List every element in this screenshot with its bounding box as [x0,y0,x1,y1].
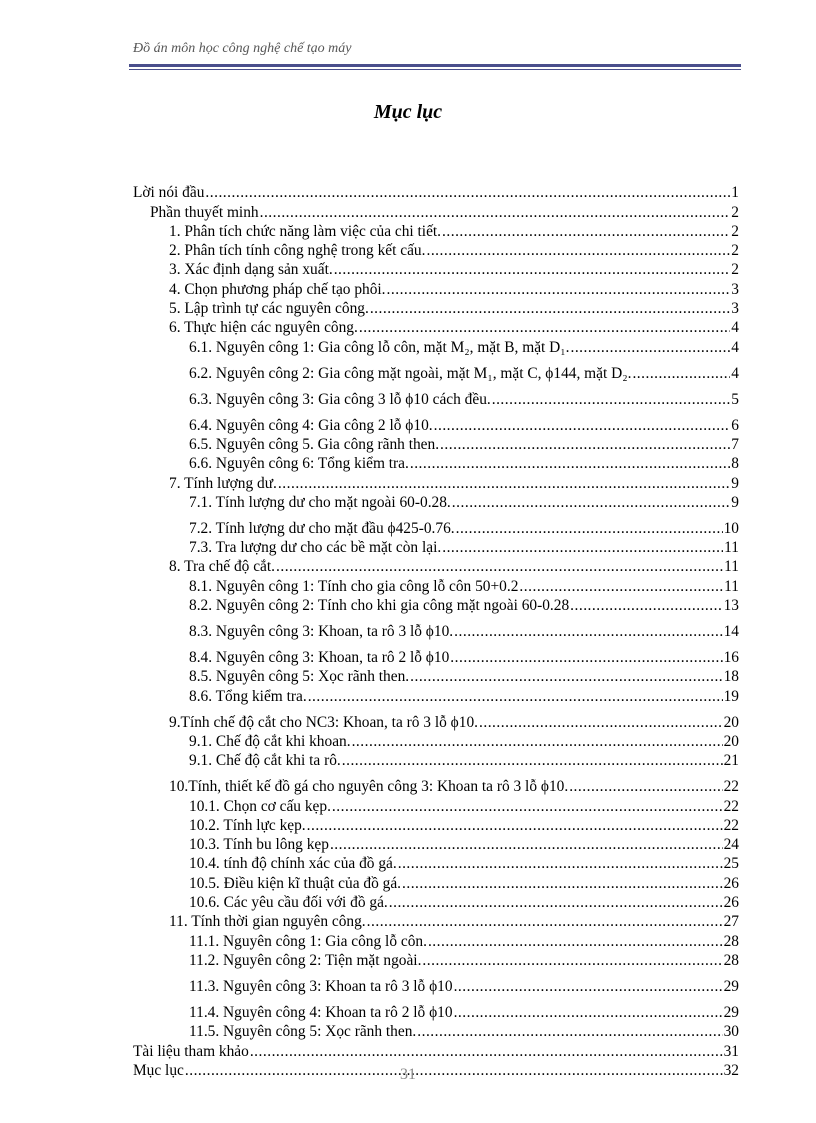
toc-entry[interactable] [133,537,739,556]
toc-entry-text: 10.1. Chọn cơ cấu kẹp. [189,797,331,815]
toc-entry-page: 9 [731,493,739,511]
toc-entry-text: 6.6. Nguyên công 6: Tổng kiểm tra. [189,455,409,473]
toc-entry[interactable] [133,221,739,240]
toc-entry[interactable] [133,930,739,949]
toc-entry[interactable] [133,640,739,666]
toc-entry-page: 13 [723,597,739,615]
toc-entry-text: 11.2. Nguyên công 2: Tiện mặt ngoài. [189,951,422,969]
toc-entry-page: 6 [731,416,739,434]
toc-entry-text: 8.1. Nguyên công 1: Tính cho gia công lỗ côn 50+0.2 [189,577,519,595]
toc-entry[interactable] [133,259,739,278]
toc-entry[interactable] [133,408,739,434]
toc-entry[interactable] [133,995,739,1021]
toc-leader [410,455,730,472]
toc-entry-text: 9.1. Chế độ cắt khi ta rô. [189,752,341,770]
toc-entry[interactable] [133,750,739,769]
toc-entry-text: 8.3. Nguyên công 3: Khoan, ta rô 3 lỗ ϕ10. [189,623,454,641]
toc-entry-page: 24 [723,836,739,854]
toc-leader [398,855,723,872]
toc-entry[interactable] [133,666,739,685]
toc-leader [330,836,723,853]
toc-entry-page: 11 [724,577,739,595]
toc-entry-text: 11. Tính thời gian nguyên công. [169,913,366,931]
toc-entry-page: 4 [731,364,739,382]
toc-entry-text: 8.4. Nguyên công 3: Khoan, ta rô 2 lỗ ϕ10 [189,649,450,667]
toc-leader [387,281,731,298]
toc-entry-text: 4. Chọn phương pháp chế tạo phôi. [169,280,386,298]
toc-entry-text: 2. Phân tích tính công nghệ trong kết cấu. [169,242,426,260]
toc-entry-page: 8 [731,455,739,473]
toc-entry-text: 10.5. Điều kiện kĩ thuật của đồ gá. [189,874,401,892]
toc-entry-text: 9.Tính chế độ cắt cho NC3: Khoan, ta rô 3 lỗ ϕ10. [169,713,479,731]
toc-entry-text: 10.3. Tính bu lông kẹp [189,836,329,854]
toc-leader [334,261,731,278]
toc-entry-text: 8.5. Nguyên công 5: Xọc rãnh then. [189,668,410,686]
toc-entry[interactable] [133,685,739,704]
toc-leader [434,417,731,434]
toc-leader [260,204,731,221]
toc-entry-page: 20 [723,732,739,750]
toc-entry-page: 30 [723,1023,739,1041]
toc-entry-page: 26 [723,874,739,892]
toc-entry[interactable] [133,240,739,259]
toc-entry-page: 3 [731,280,739,298]
toc-entry[interactable] [133,969,739,995]
page-title: Mục lục [373,101,443,123]
toc-entry[interactable] [133,950,739,969]
toc-leader [370,300,730,317]
toc-entry[interactable] [133,1021,739,1040]
toc-entry-text: 10.2. Tính lực kẹp. [189,816,306,834]
toc-leader [402,875,723,892]
toc-entry-page: 16 [723,649,739,667]
toc-entry-text: 11.1. Nguyên công 1: Gia công lỗ côn. [189,932,427,950]
toc-leader [342,752,723,769]
toc-entry-text: 1. Phân tích chức năng làm việc của chi tiết. [169,222,442,240]
toc-entry[interactable] [133,769,739,795]
toc-leader [632,365,730,382]
toc-leader [454,978,723,995]
toc-leader [308,688,723,705]
toc-leader [422,952,722,969]
toc-entry-page: 2 [731,203,739,221]
toc-entry-page: 7 [731,435,739,453]
toc-leader [479,714,723,731]
toc-entry[interactable] [133,201,739,220]
toc-entry-text: Mục lục [133,1061,184,1079]
toc-entry-page: 31 [723,1042,739,1060]
toc-entry-text: 7.2. Tính lượng dư cho mặt đầu ϕ425-0.76. [189,519,455,537]
toc-entry[interactable] [133,1040,739,1059]
toc-entry-page: 29 [723,1003,739,1021]
toc-entry[interactable] [133,434,739,453]
toc-leader [440,436,730,453]
toc-leader [442,539,723,556]
toc-leader [569,778,722,795]
toc-entry-text: 11.4. Nguyên công 4: Khoan ta rô 2 lỗ ϕ10 [189,1003,453,1021]
toc-leader [426,242,730,259]
toc-entry-text: Tài liệu tham khảo [133,1042,249,1060]
toc-leader [417,1023,722,1040]
toc-entry-text: 8. Tra chế độ cắt. [169,558,276,576]
toc-entry-page: 14 [723,623,739,641]
toc-entry-page: 25 [723,855,739,873]
toc-leader [389,894,723,911]
toc-entry-page: 28 [723,932,739,950]
toc-entry-text: 6. Thực hiện các nguyên công. [169,319,358,337]
toc-entry-page: 19 [723,687,739,705]
toc-entry[interactable] [133,453,739,472]
toc-entry[interactable] [133,356,739,382]
toc-entry[interactable] [133,511,739,537]
toc-leader [456,520,723,537]
toc-entry-text: 6.4. Nguyên công 4: Gia công 2 lỗ ϕ10. [189,416,433,434]
toc-leader [367,913,723,930]
toc-leader [278,475,730,492]
toc-entry-text: 5. Lập trình tự các nguyên công. [169,300,369,318]
toc-entry-text: 7.3. Tra lượng dư cho các bề mặt còn lại. [189,539,442,557]
toc-entry-text: 7. Tính lượng dư. [169,474,277,492]
toc-entry-page: 11 [724,558,739,576]
toc-entry-page: 18 [723,668,739,686]
toc-entry-page: 10 [723,519,739,537]
toc-leader [428,933,723,950]
toc-entry-text: 10.6. Các yêu cầu đối với đồ gá. [189,894,388,912]
toc-entry[interactable] [133,892,739,911]
toc-entry-page: 26 [723,894,739,912]
page-number: 31 [400,1066,416,1083]
toc-entry[interactable] [133,614,739,640]
toc-leader [570,597,722,614]
toc-entry[interactable] [133,575,739,594]
toc-entry-page: 21 [723,752,739,770]
toc-entry[interactable] [133,298,739,317]
toc-entry-page: 3 [731,300,739,318]
toc-leader [332,798,723,815]
toc-entry-page: 22 [723,797,739,815]
toc-entry[interactable] [133,595,739,614]
toc-entry[interactable] [133,795,739,814]
toc-entry[interactable] [133,911,739,930]
toc-entry-page: 28 [723,951,739,969]
toc-entry-text: 6.3. Nguyên công 3: Gia công 3 lỗ ϕ10 cách đều. [189,390,491,408]
toc-entry-text: 8.2. Nguyên công 2: Tính cho khi gia công mặt ngoài 60-0.28 [189,597,570,615]
toc-leader [276,558,723,575]
toc-entry[interactable] [133,556,739,575]
toc-entry[interactable] [133,853,739,872]
toc-entry-text: 3. Xác định dạng sản xuất. [169,261,333,279]
toc-entry-text: 10.Tính, thiết kế đồ gá cho nguyên công 3: Khoan ta rô 3 lỗ ϕ10. [169,778,569,796]
toc-entry-text: 11.3. Nguyên công 3: Khoan ta rô 3 lỗ ϕ10 [189,977,453,995]
toc-entry-page: 32 [723,1061,739,1079]
toc-entry-text: 7.1. Tính lượng dư cho mặt ngoài 60-0.28. [189,493,451,511]
toc-entry-text: 6.5. Nguyên công 5. Gia công rãnh then. [189,435,440,453]
toc-entry-text: 8.6. Tổng kiểm tra. [189,687,307,705]
toc-leader [307,817,723,834]
toc-entry[interactable] [133,472,739,491]
toc-leader [450,649,722,666]
toc-entry[interactable] [133,336,739,355]
toc-entry-page: 29 [723,977,739,995]
toc-leader [250,1043,723,1060]
toc-entry-page: 2 [731,222,739,240]
toc-entry[interactable] [133,705,739,731]
toc-leader [492,391,731,408]
toc-leader [442,223,730,240]
toc-entry[interactable] [133,815,739,834]
toc-leader [454,1004,723,1021]
toc-entry[interactable] [133,278,739,297]
toc-entry-page: 2 [731,261,739,279]
toc-leader [359,319,730,336]
toc-entry[interactable] [133,317,739,336]
toc-leader [452,494,731,511]
toc-entry[interactable] [133,731,739,750]
toc-entry[interactable] [133,492,739,511]
toc-entry-text: 6.2. Nguyên công 2: Gia công mặt ngoài, mặt M₁, mặt C, ϕ144, mặt D₂. [189,364,632,382]
toc-entry[interactable] [133,872,739,891]
toc-entry-page: 27 [723,913,739,931]
toc-leader [454,623,722,640]
toc-entry-page: 9 [731,474,739,492]
toc-entry-text: 10.4. tính độ chính xác của đồ gá. [189,855,397,873]
running-header-title: Đồ án môn học công nghệ chế tạo máy [133,41,352,56]
header-rule-thin [129,69,741,70]
toc-entry-page: 4 [731,319,739,337]
toc-entry[interactable] [133,182,739,201]
toc-entry-text: Phần thuyết minh [150,203,259,221]
toc-entry-page: 22 [723,816,739,834]
toc-entry-text: 6.1. Nguyên công 1: Gia công lỗ côn, mặt M₂, mặt B, mặt D₁. [189,338,570,356]
toc-entry[interactable] [133,834,739,853]
toc-leader [570,339,730,356]
toc-leader [352,733,723,750]
toc-entry-page: 11 [724,539,739,557]
toc-entry-text: Lời nói đầu [133,184,205,202]
toc-entry-page: 1 [731,184,739,202]
toc-leader [410,668,722,685]
toc-entry-text: 9.1. Chế độ cắt khi khoan. [189,732,351,750]
toc-entry-page: 2 [731,242,739,260]
toc-entry-page: 4 [731,338,739,356]
toc-entry-page: 20 [723,713,739,731]
toc-entry-page: 5 [731,390,739,408]
toc-entry-text: 11.5. Nguyên công 5: Xọc rãnh then. [189,1023,417,1041]
header-rule-thick [129,64,741,67]
table-of-contents [133,182,739,1079]
toc-entry-page: 22 [723,778,739,796]
toc-leader [205,184,730,201]
toc-leader [519,578,723,595]
toc-entry[interactable] [133,382,739,408]
